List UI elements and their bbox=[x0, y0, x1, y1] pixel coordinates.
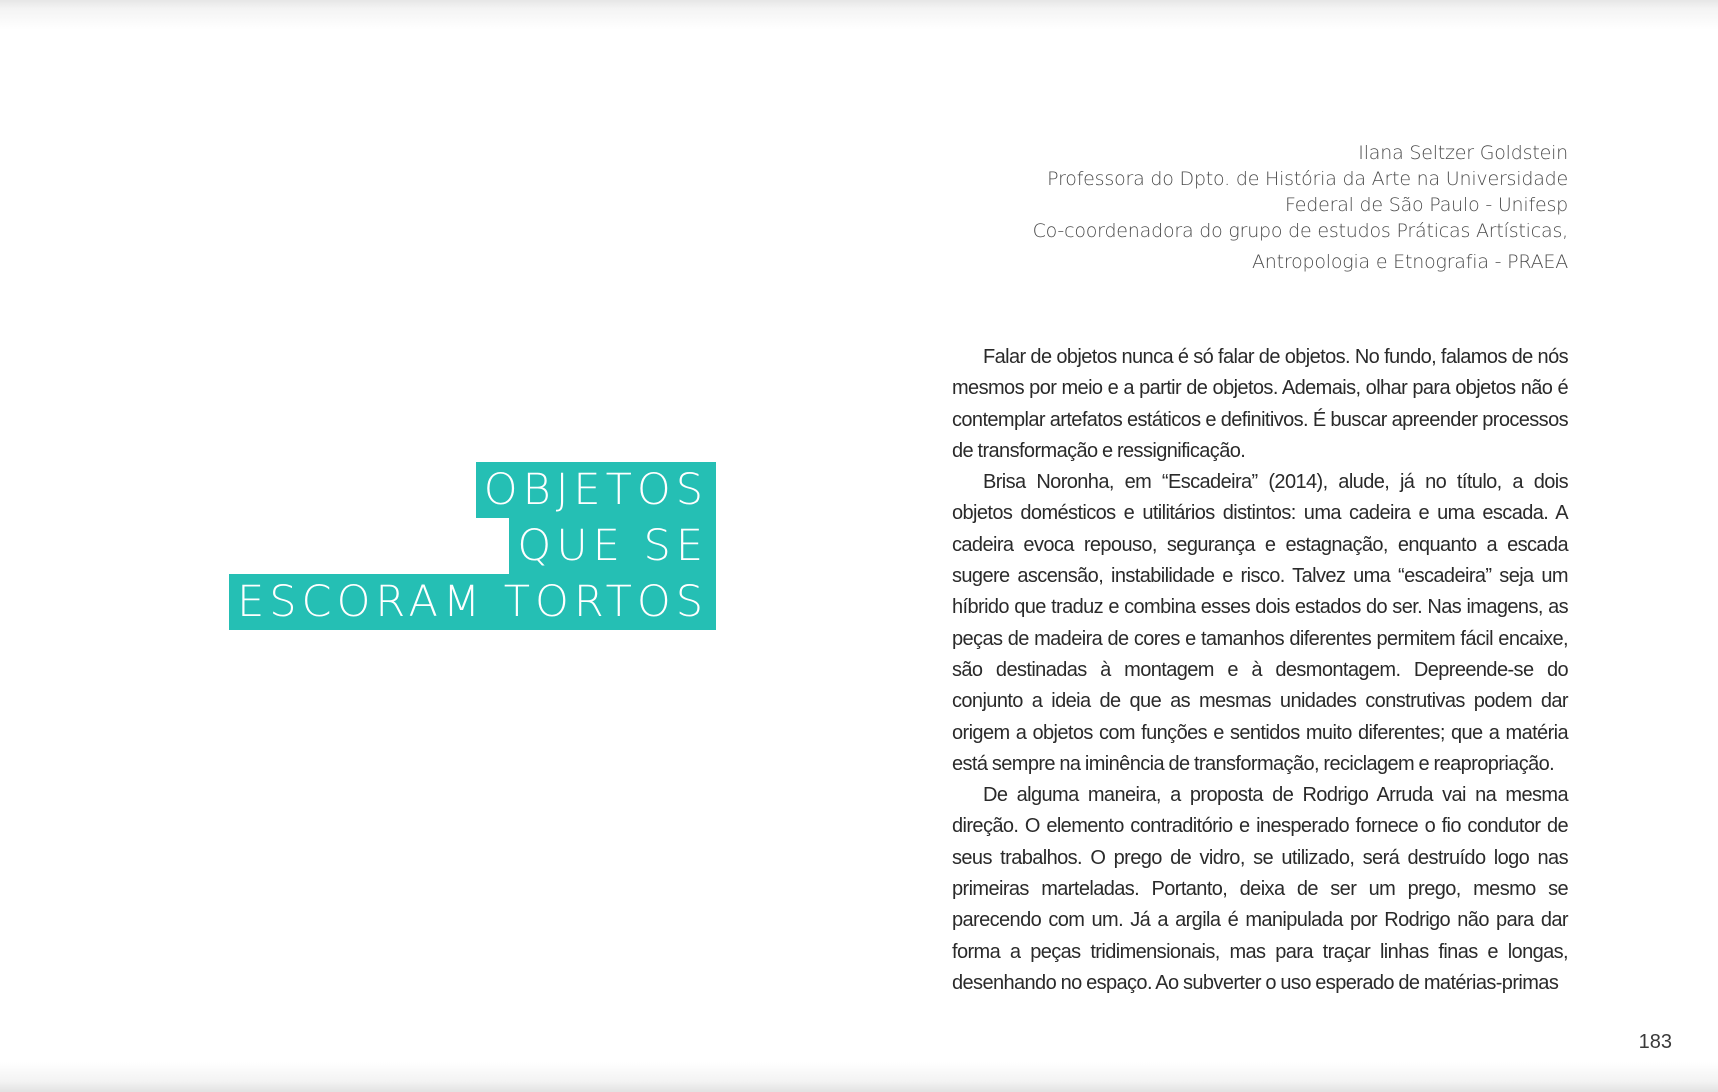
title-line-3: ESCORAM TORTOS bbox=[229, 574, 716, 630]
author-block bbox=[1033, 140, 1568, 275]
page-number: 183 bbox=[1638, 1031, 1672, 1053]
author-role-line-1: Co-coordenadora do grupo de estudos Práticas Artísticas, bbox=[1032, 220, 1568, 242]
title-line-2: QUE SE bbox=[509, 518, 716, 574]
body-paragraph-1: Falar de objetos nunca é só falar de objetos. No fundo, falamos de nós mesmos por meio e a partir de objetos. Ademais, olhar para objetos não é contemplar artefatos estáticos e definitivos. É buscar apreender processos de transformação e ressignificação. bbox=[952, 346, 1568, 462]
body-paragraph-3: De alguma maneira, a proposta de Rodrigo Arruda vai na mesma direção. O elemento contraditório e inesperado fornece o fio condutor de seus trabalhos. O prego de vidro, se utilizado, será destruído logo nas primeiras marteladas. Portanto, deixa de ser um prego, mesmo se parecendo com um. Já a argila é manipulada por Rodrigo não para dar forma a peças tridimensionais, mas para traçar linhas finas e longas, desenhando no espaço. Ao subverter o uso esperado de matérias-primas bbox=[952, 784, 1568, 994]
article-body bbox=[952, 342, 1568, 999]
author-name: Ilana Seltzer Goldstein bbox=[1358, 142, 1568, 164]
page-bottom-shadow bbox=[0, 1062, 1718, 1092]
article-title bbox=[229, 462, 716, 630]
page-top-shadow bbox=[0, 0, 1718, 30]
author-affiliation-line-2: Federal de São Paulo - Unifesp bbox=[1285, 194, 1568, 216]
author-affiliation-line-1: Professora do Dpto. de História da Arte na Universidade bbox=[1047, 168, 1568, 190]
author-role-line-2: Antropologia e Etnografia - PRAEA bbox=[1251, 251, 1568, 273]
title-line-1: OBJETOS bbox=[476, 462, 716, 518]
body-paragraph-2: Brisa Noronha, em “Escadeira” (2014), alude, já no título, a dois objetos domésticos e utilitários distintos: uma cadeira e uma escada. A cadeira evoca repouso, segurança e estagnação, enquanto a escada sugere ascensão, instabilidade e risco. Talvez uma “escadeira” seja um híbrido que traduz e combina esses dois estados do ser. Nas imagens, as peças de madeira de cores e tamanhos diferentes permitem fácil encaixe, são destinadas à montagem e à desmontagem. Depreende-se do conjunto a ideia de que as mesmas unidades construtivas podem dar origem a objetos com funções e sentidos muito diferentes; que a matéria está sempre na iminência de transformação, reciclagem e reapropriação. bbox=[952, 471, 1568, 775]
